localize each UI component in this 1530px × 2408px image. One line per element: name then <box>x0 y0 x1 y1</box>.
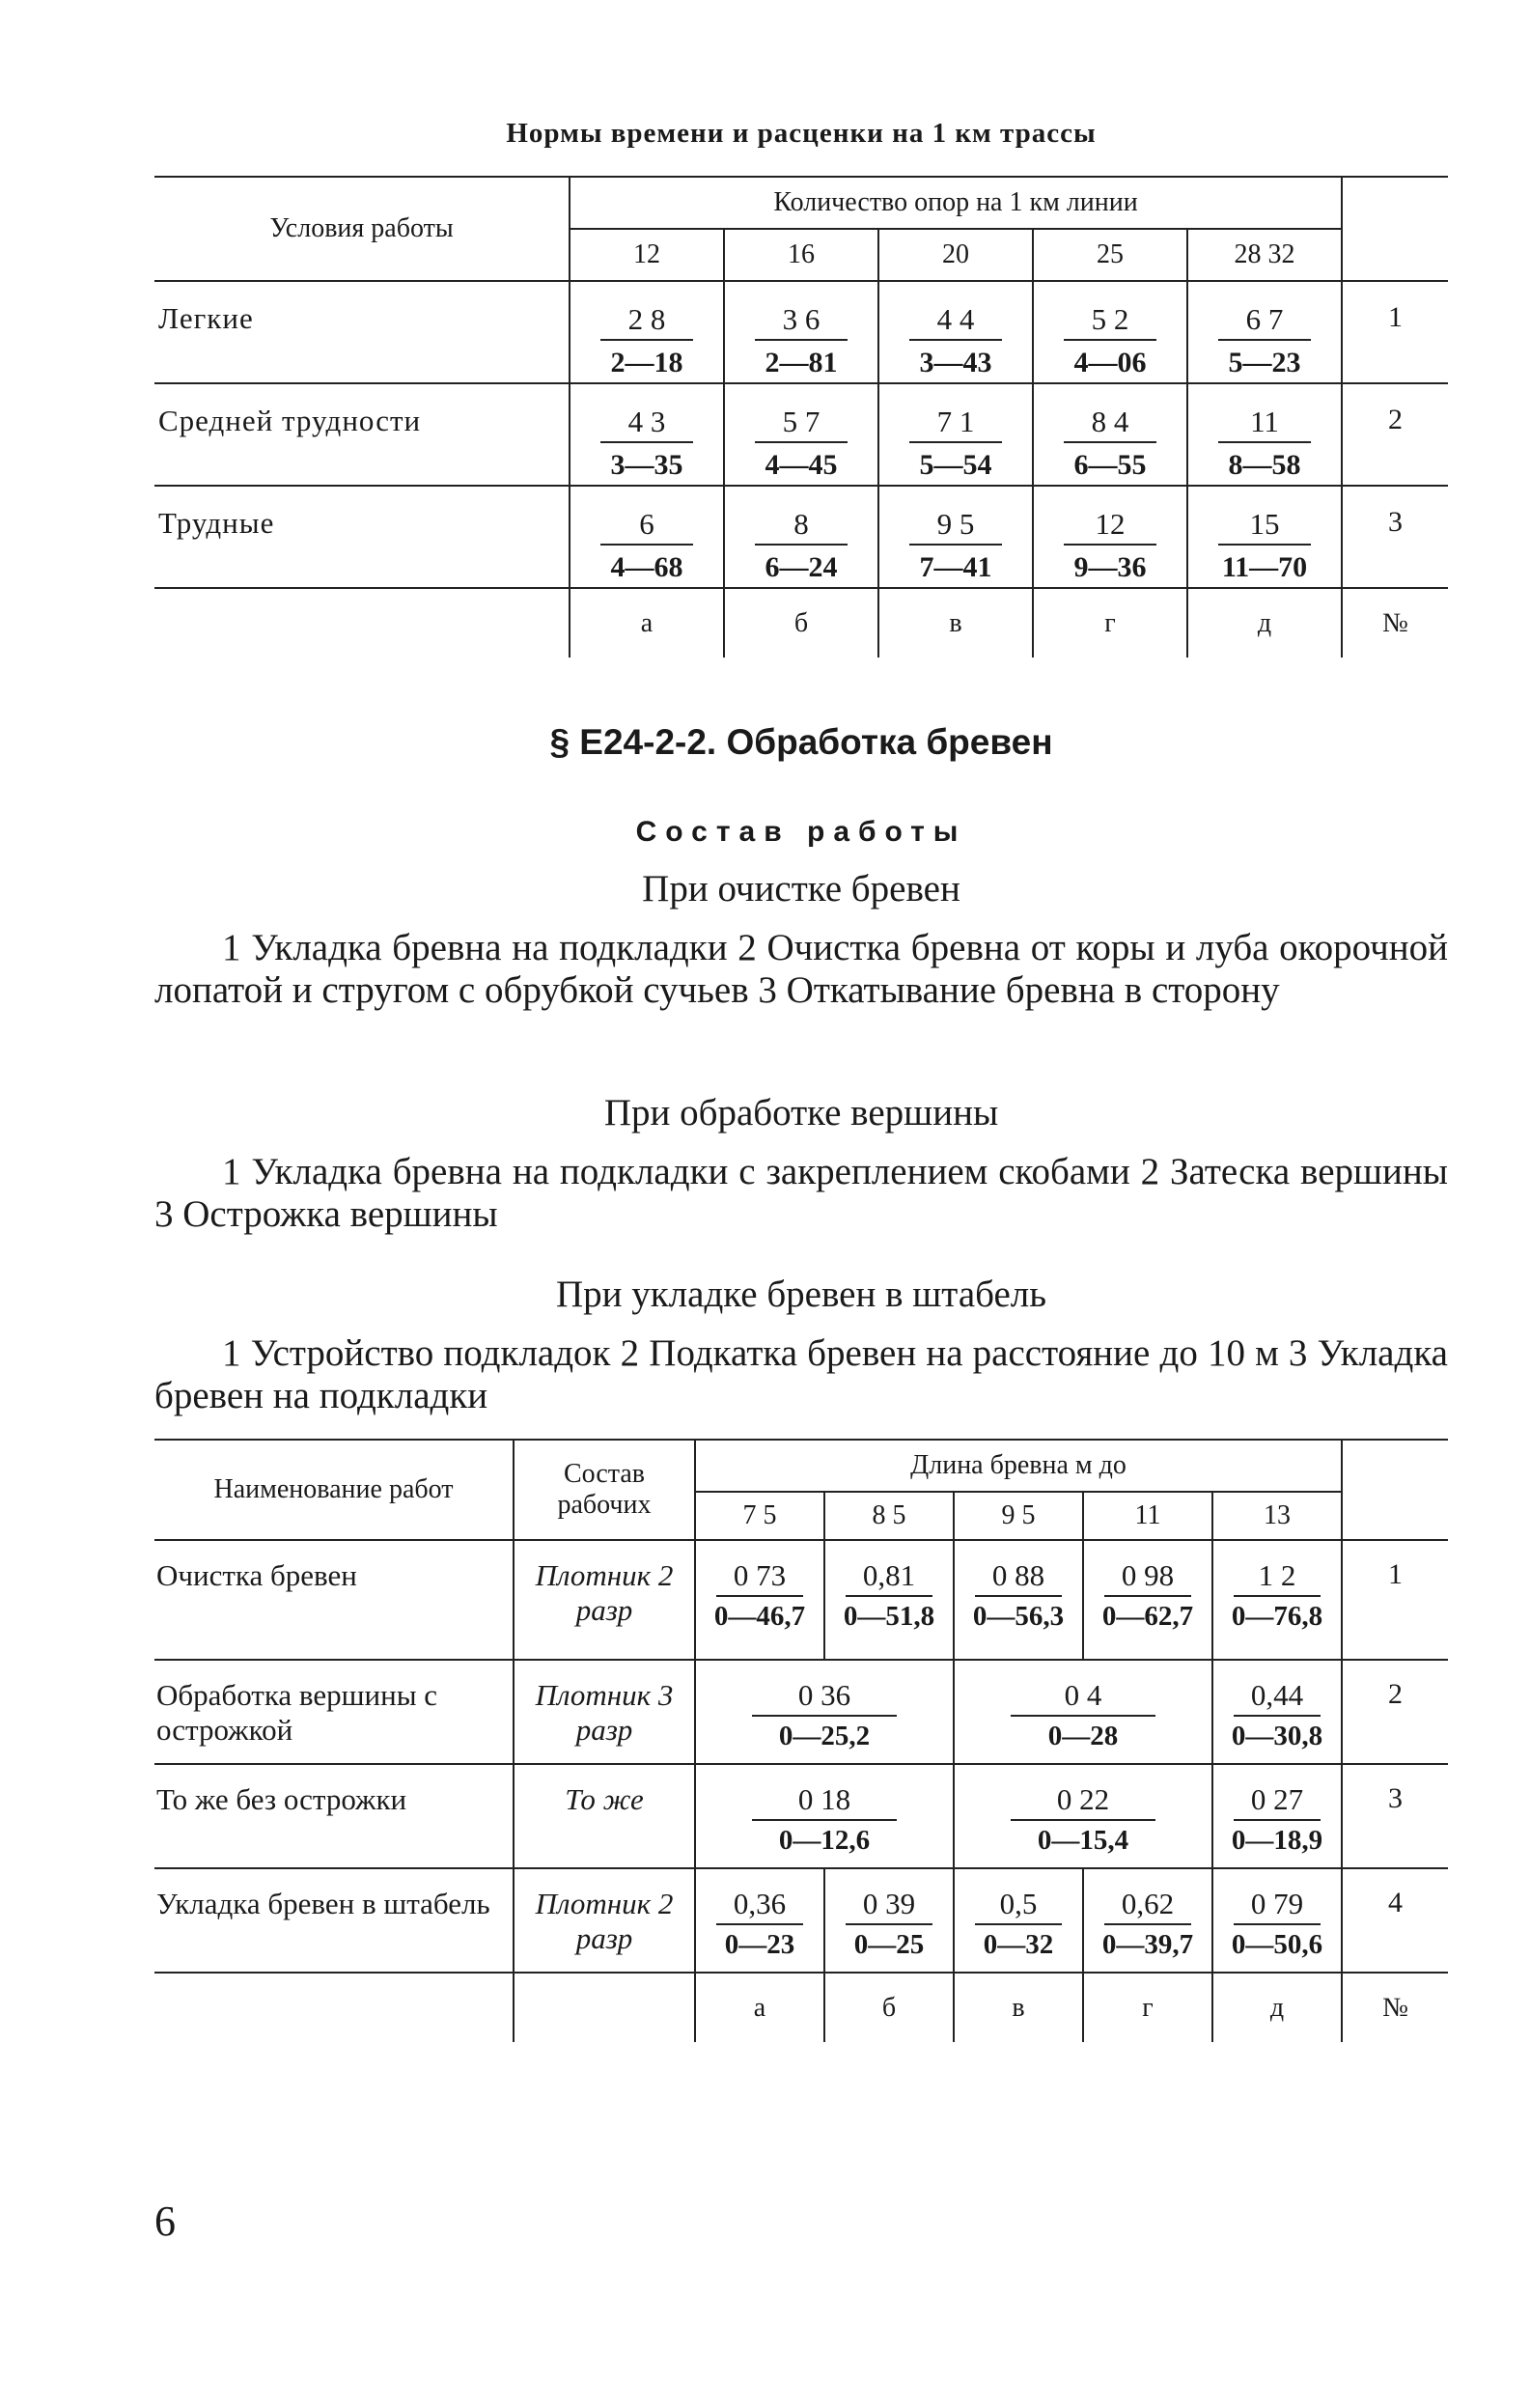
t1-cell: 6 4—68 <box>570 486 724 588</box>
t2-letter: б <box>824 1973 954 2042</box>
section-title: § Е24-2-2. Обработка бревен <box>549 722 1053 762</box>
t2-row-name: Очистка бревен <box>154 1540 514 1660</box>
t2-cell: 0,62 0—39,7 <box>1083 1868 1212 1973</box>
t2-letter: д <box>1212 1973 1342 2042</box>
t1-col-2: 20 <box>878 229 1033 281</box>
t1-row-number: 2 <box>1342 383 1448 486</box>
t2-row-crew: Плотник 2 разр <box>514 1540 695 1660</box>
t2-letter: а <box>695 1973 824 2042</box>
t2-cell: 1 2 0—76,8 <box>1212 1540 1342 1660</box>
t1-letter-blank <box>154 588 570 658</box>
t2-letter: в <box>954 1973 1083 2042</box>
t2-letter-blank <box>154 1973 514 2042</box>
t2-letter: г <box>1083 1973 1212 2042</box>
t1-cell: 3 6 2—81 <box>724 281 878 383</box>
t2-cell: 0 73 0—46,7 <box>695 1540 824 1660</box>
t1-col-0: 12 <box>570 229 724 281</box>
t1-cell: 4 3 3—35 <box>570 383 724 486</box>
t1-cell: 5 2 4—06 <box>1033 281 1187 383</box>
t2-header-blank <box>1342 1440 1448 1540</box>
t1-header-count: Количество опор на 1 км линии <box>570 177 1342 229</box>
t1-cell: 5 7 4—45 <box>724 383 878 486</box>
t2-header-length: Длина бревна м до <box>695 1440 1342 1492</box>
table-row <box>154 1868 1448 1973</box>
t2-cell: 0,44 0—30,8 <box>1212 1660 1342 1764</box>
table-row <box>154 1764 1448 1868</box>
t2-row-name: Обработка вершины с острожкой <box>154 1660 514 1764</box>
table-row <box>154 1973 1448 2042</box>
t2-cell: 0 39 0—25 <box>824 1868 954 1973</box>
t2-row-crew: То же <box>514 1764 695 1868</box>
t2-cell: 0 79 0—50,6 <box>1212 1868 1342 1973</box>
t1-cell: 11 8—58 <box>1187 383 1342 486</box>
table-row <box>154 383 1448 486</box>
t1-col-3: 25 <box>1033 229 1187 281</box>
section-subtitle: Состав работы <box>635 816 967 848</box>
block-heading: При очистке бревен <box>642 868 960 910</box>
t2-cell: 0 98 0—62,7 <box>1083 1540 1212 1660</box>
t1-col-4: 28 32 <box>1187 229 1342 281</box>
t1-cell: 4 4 3—43 <box>878 281 1033 383</box>
table-row <box>154 1660 1448 1764</box>
t2-row-number: 2 <box>1342 1660 1448 1764</box>
t2-cell-merged: 0 22 0—15,4 <box>954 1764 1212 1868</box>
t2-col-0: 7 5 <box>695 1492 824 1540</box>
table-row <box>154 281 1448 383</box>
t2-row-crew: Плотник 3 разр <box>514 1660 695 1764</box>
t1-letter: д <box>1187 588 1342 658</box>
table2 <box>154 1439 1448 2042</box>
t1-letter: б <box>724 588 878 658</box>
t1-cell: 7 1 5—54 <box>878 383 1033 486</box>
t2-col-4: 13 <box>1212 1492 1342 1540</box>
t1-cell: 9 5 7—41 <box>878 486 1033 588</box>
t1-col-1: 16 <box>724 229 878 281</box>
t1-cell: 8 6—24 <box>724 486 878 588</box>
t2-header-crew: Состав рабочих <box>514 1440 695 1540</box>
page-number: 6 <box>154 2198 176 2245</box>
t2-row-name: Укладка бревен в штабель <box>154 1868 514 1973</box>
t2-cell: 0 27 0—18,9 <box>1212 1764 1342 1868</box>
t1-header-blank <box>1342 177 1448 281</box>
t1-cell: 6 7 5—23 <box>1187 281 1342 383</box>
t2-row-number: 3 <box>1342 1764 1448 1868</box>
table-row <box>154 1540 1448 1660</box>
t1-row-label: Трудные <box>154 486 570 588</box>
t2-no-label: № <box>1342 1973 1448 2042</box>
block-text: 1 Укладка бревна на подкладки 2 Очистка бревна от коры и луба окорочной лопатой и стругом с обрубкой сучьев 3 Откатывание бревна в сторону <box>154 927 1448 1011</box>
table-row <box>154 588 1448 658</box>
t2-cell: 0,81 0—51,8 <box>824 1540 954 1660</box>
t2-cell: 0,36 0—23 <box>695 1868 824 1973</box>
t2-cell-merged: 0 4 0—28 <box>954 1660 1212 1764</box>
t1-letter: а <box>570 588 724 658</box>
t2-cell-merged: 0 18 0—12,6 <box>695 1764 954 1868</box>
t2-cell: 0 88 0—56,3 <box>954 1540 1083 1660</box>
block-heading: При укладке бревен в штабель <box>555 1274 1047 1315</box>
t2-col-1: 8 5 <box>824 1492 954 1540</box>
table1-caption: Нормы времени и расценки на 1 км трассы <box>506 118 1097 149</box>
t1-row-label: Средней трудности <box>154 383 570 486</box>
t2-cell-merged: 0 36 0—25,2 <box>695 1660 954 1764</box>
t2-row-number: 1 <box>1342 1540 1448 1660</box>
t2-col-2: 9 5 <box>954 1492 1083 1540</box>
t1-cell: 2 8 2—18 <box>570 281 724 383</box>
t1-cell: 15 11—70 <box>1187 486 1342 588</box>
t1-row-number: 3 <box>1342 486 1448 588</box>
t1-row-label: Легкие <box>154 281 570 383</box>
t1-cell: 8 4 6—55 <box>1033 383 1187 486</box>
table-row <box>154 486 1448 588</box>
t2-header-name: Наименование работ <box>154 1440 514 1540</box>
t1-letter: г <box>1033 588 1187 658</box>
t2-row-number: 4 <box>1342 1868 1448 1973</box>
t2-row-crew: Плотник 2 разр <box>514 1868 695 1973</box>
t2-letter-blank <box>514 1973 695 2042</box>
t1-cell: 12 9—36 <box>1033 486 1187 588</box>
block-heading: При обработке вершины <box>603 1092 999 1134</box>
t1-no-label: № <box>1342 588 1448 658</box>
t1-header-condition: Условия работы <box>154 177 570 281</box>
t2-col-3: 11 <box>1083 1492 1212 1540</box>
t1-letter: в <box>878 588 1033 658</box>
t1-row-number: 1 <box>1342 281 1448 383</box>
t2-row-name: То же без острожки <box>154 1764 514 1868</box>
block-text: 1 Устройство подкладок 2 Подкатка бревен на расстояние до 10 м 3 Укладка бревен на подкладки <box>154 1332 1448 1416</box>
t2-cell: 0,5 0—32 <box>954 1868 1083 1973</box>
block-text: 1 Укладка бревна на подкладки с закреплением скобами 2 Затеска вершины 3 Острожка вершины <box>154 1151 1448 1235</box>
table1 <box>154 176 1448 658</box>
